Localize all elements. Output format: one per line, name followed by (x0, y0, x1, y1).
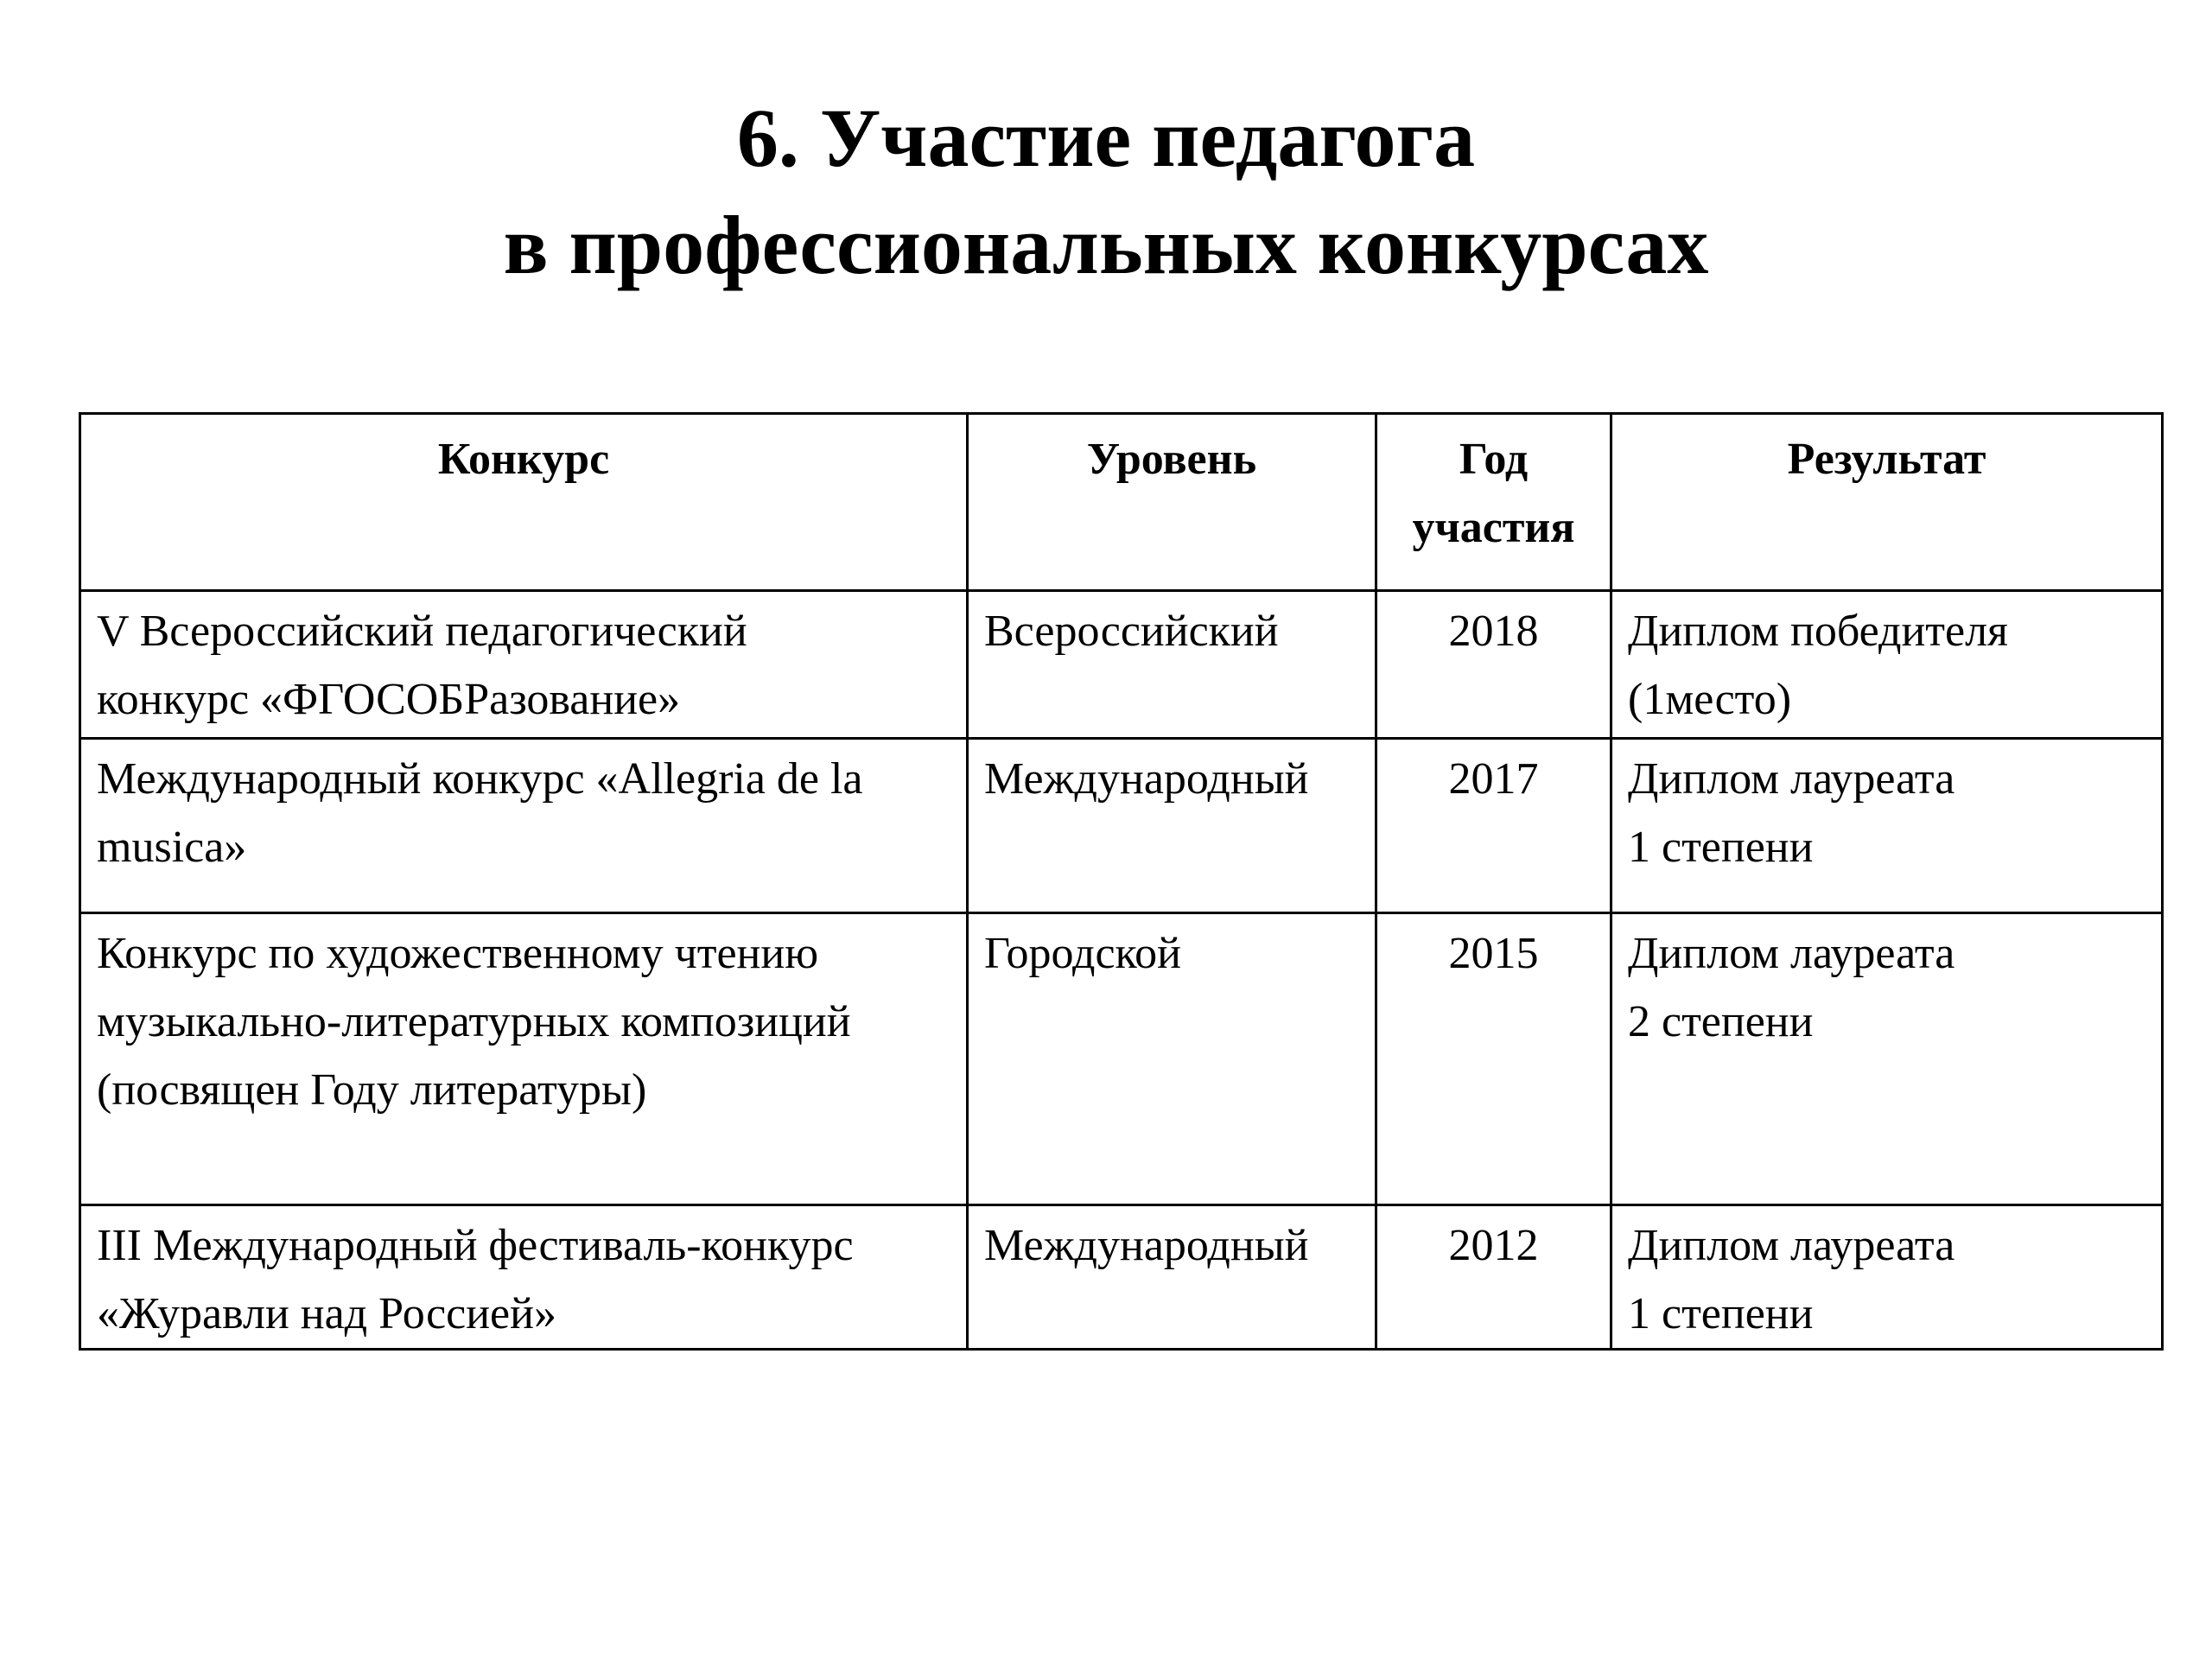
contest-line: музыкально-литературных композиций (97, 997, 851, 1046)
year-cell: 2015 (1376, 913, 1611, 1205)
result-cell (1611, 739, 2163, 913)
year-cell: 2017 (1376, 739, 1611, 913)
level-cell: Городской (968, 913, 1376, 1205)
header-year-line-2: участия (1412, 503, 1575, 552)
year-cell: 2018 (1376, 591, 1611, 739)
header-year-line-1: Год (1459, 435, 1529, 484)
table-header-row (80, 414, 2163, 591)
result-line: (1место) (1628, 675, 1792, 724)
level-cell: Международный (968, 1205, 1376, 1350)
result-cell (1611, 913, 2163, 1205)
contest-cell (80, 591, 968, 739)
page-title (0, 85, 2212, 299)
page-title-line-1: 6. Участие педагога (736, 92, 1476, 184)
header-contest: Конкурс (80, 414, 968, 591)
year-cell: 2012 (1376, 1205, 1611, 1350)
header-year (1376, 414, 1611, 591)
result-line: Диплом лауреата (1628, 754, 1955, 804)
contest-line: (посвящен Году литературы) (97, 1065, 647, 1115)
contest-line: V Всероссийский педагогический (97, 607, 747, 656)
result-line: 1 степени (1628, 823, 1814, 872)
table-row (80, 739, 2163, 913)
contest-line: III Международный фестиваль-конкурс (97, 1221, 854, 1270)
result-line: Диплом победителя (1628, 607, 2008, 656)
header-result: Результат (1611, 414, 2163, 591)
level-cell: Всероссийский (968, 591, 1376, 739)
result-line: 2 степени (1628, 997, 1814, 1046)
contest-line: «Журавли над Россией» (97, 1289, 556, 1338)
level-cell: Международный (968, 739, 1376, 913)
contests-table (79, 412, 2164, 1351)
contest-cell (80, 1205, 968, 1350)
header-level: Уровень (968, 414, 1376, 591)
table-row (80, 1205, 2163, 1350)
result-line: Диплом лауреата (1628, 1221, 1955, 1270)
result-cell (1611, 591, 2163, 739)
table-row (80, 591, 2163, 739)
contest-line: Международный конкурс «Allegria de la (97, 754, 863, 804)
table-row (80, 913, 2163, 1205)
result-cell (1611, 1205, 2163, 1350)
contest-line: Конкурс по художественному чтению (97, 929, 819, 978)
result-line: Диплом лауреата (1628, 929, 1955, 978)
contest-line: конкурс «ФГОСОБРазование» (97, 675, 681, 724)
page-title-line-2: в профессиональных конкурсах (503, 199, 1709, 291)
contest-cell (80, 739, 968, 913)
result-line: 1 степени (1628, 1289, 1814, 1338)
contest-cell (80, 913, 968, 1205)
contest-line: musica» (97, 823, 247, 872)
